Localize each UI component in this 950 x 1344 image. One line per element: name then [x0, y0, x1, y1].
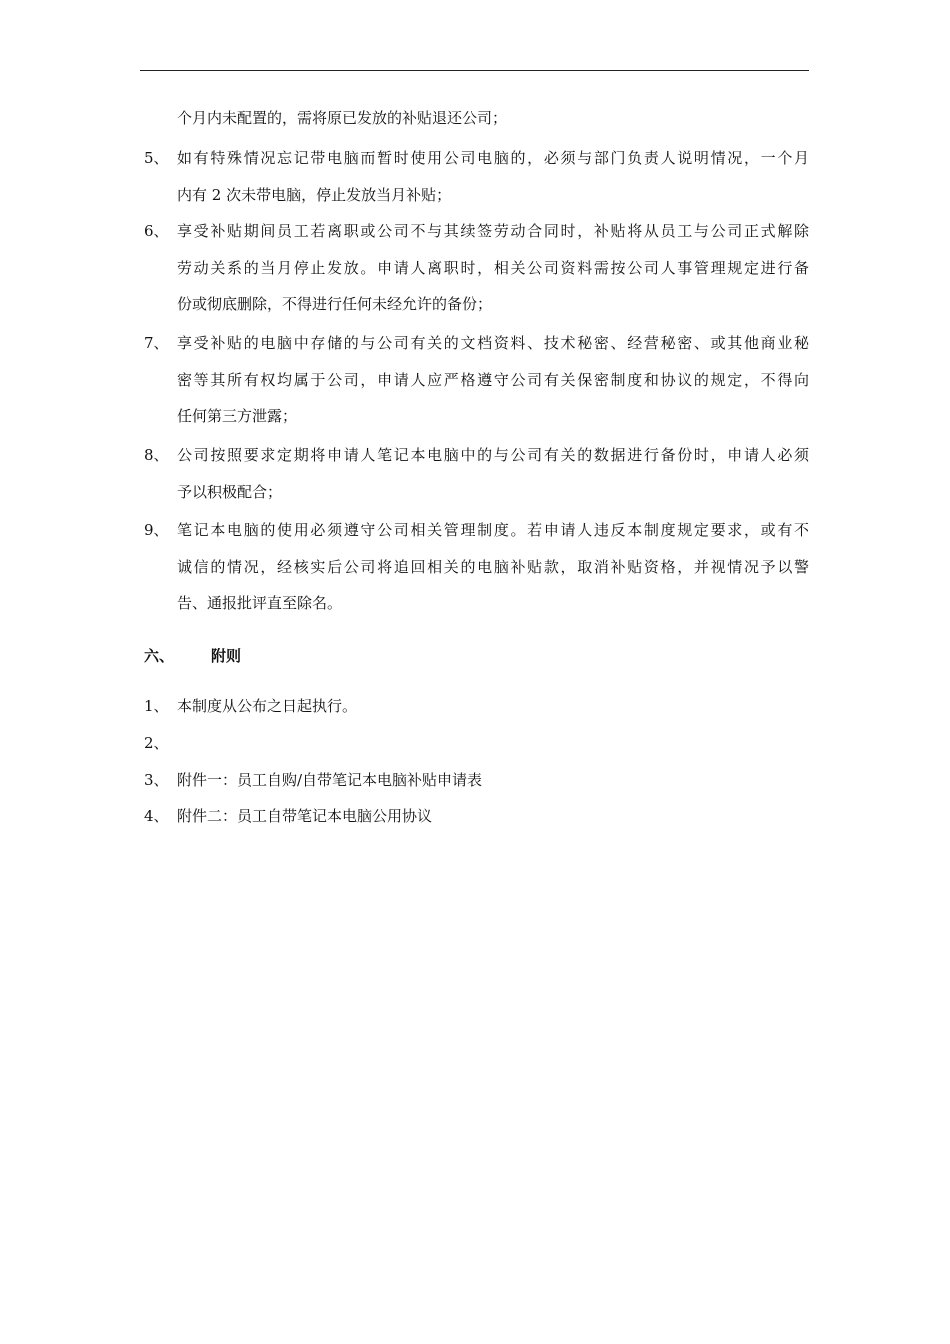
appendix-text: 附件二：员工自带笔记本电脑公用协议 [177, 807, 433, 825]
text-line: 笔记本电脑的使用必须遵守公司相关管理制度。若申请人违反本制度规定要求，或有不 [177, 521, 809, 539]
text-line: 诚信的情况，经核实后公司将追回相关的电脑补贴款，取消补贴资格，并视情况予以警 [177, 557, 809, 576]
text-line: 份或彻底删除，不得进行任何未经允许的备份； [177, 295, 493, 313]
header-rule [140, 70, 809, 71]
text-line: 予以积极配合； [177, 482, 283, 501]
text-line: 密等其所有权均属于公司，申请人应严格遵守公司有关保密制度和协议的规定，不得向 [177, 370, 809, 389]
list-number: 2、 [144, 734, 169, 752]
list-number: 6、 [144, 222, 169, 240]
text-line: 任何第三方泄露； [177, 407, 298, 425]
text-line: 享受补贴期间员工若离职或公司不与其续签劳动合同时，补贴将从员工与公司正式解除 [177, 222, 809, 240]
list-number: 5、 [144, 149, 169, 167]
paragraph-text [177, 100, 809, 137]
list-number: 1、 [144, 697, 169, 715]
paragraph-text [177, 140, 809, 213]
list-number: 4、 [144, 807, 169, 825]
text-line: 劳动关系的当月停止发放。申请人离职时，相关公司资料需按公司人事管理规定进行备 [177, 258, 809, 277]
text-line: 个月内未配置的，需将原已发放的补贴退还公司； [177, 109, 508, 127]
appendix-text: 附件一：员工自购/自带笔记本电脑补贴申请表 [177, 771, 483, 789]
list-number: 7、 [144, 334, 169, 352]
text-line: 享受补贴的电脑中存储的与公司有关的文档资料、技术秘密、经营秘密、或其他商业秘 [177, 334, 809, 352]
list-number: 8、 [144, 446, 169, 464]
paragraph-text [177, 437, 809, 510]
text-line: 如有特殊情况忘记带电脑而暂时使用公司电脑的，必须与部门负责人说明情况，一个月 [177, 149, 809, 167]
text-line: 内有 2 次未带电脑，停止发放当月补贴； [177, 185, 452, 204]
section-number: 六、 [144, 647, 175, 665]
paragraph-text [177, 325, 809, 435]
paragraph-text [177, 512, 809, 622]
text-line: 公司按照要求定期将申请人笔记本电脑中的与公司有关的数据进行备份时，申请人必须 [177, 446, 809, 464]
list-number: 3、 [144, 771, 169, 789]
paragraph-text [177, 213, 809, 323]
text-line: 告、通报批评直至除名。 [177, 594, 343, 612]
appendix-text: 本制度从公布之日起执行。 [177, 697, 358, 715]
list-number: 9、 [144, 521, 169, 539]
section-title: 附则 [211, 647, 242, 665]
